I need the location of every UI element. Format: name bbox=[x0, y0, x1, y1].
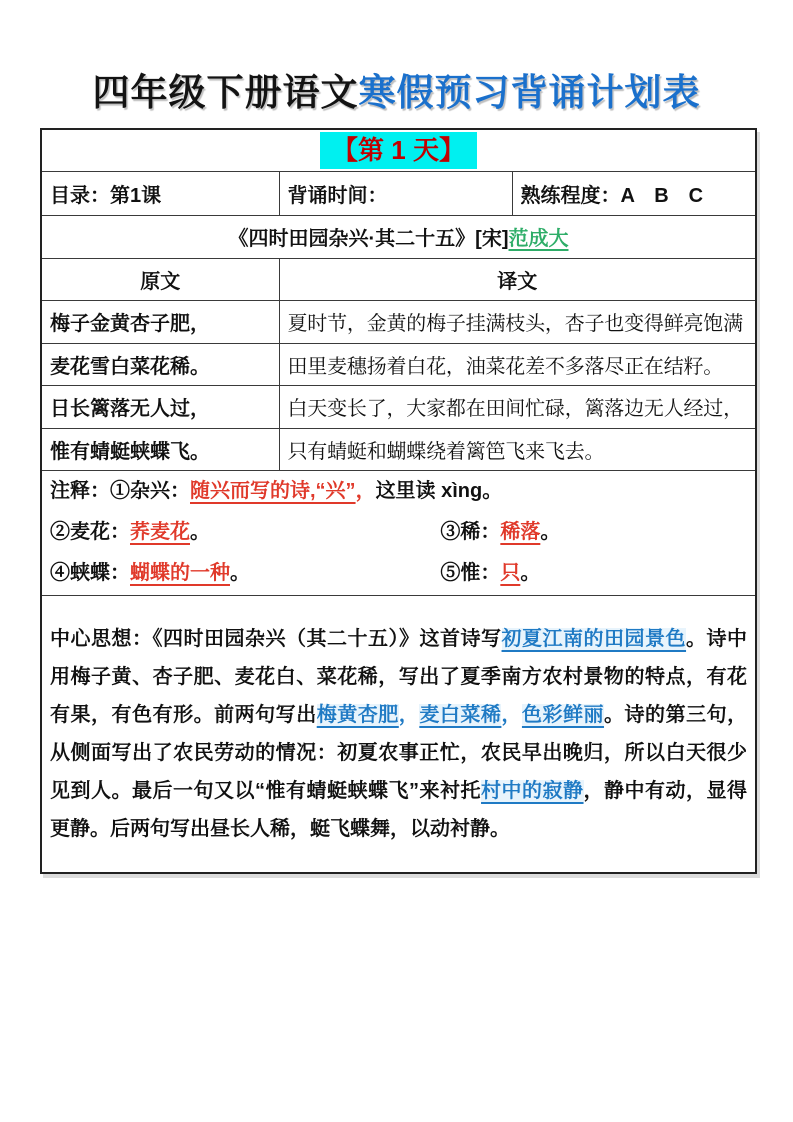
info-row bbox=[41, 171, 756, 215]
column-header-row bbox=[41, 258, 756, 300]
proficiency-cell: 熟练程度：A B C bbox=[512, 171, 756, 215]
poem-line-cell: 梅子金黄杏子肥， bbox=[41, 300, 279, 343]
poem-line-row bbox=[41, 428, 756, 470]
translation-cell: 夏时节，金黄的梅子挂满枝头，杏子也变得鲜亮饱满 bbox=[279, 300, 756, 343]
note-maihua: ②麦花：荞麦花。 bbox=[50, 521, 210, 543]
note-wei: ⑤惟：只。 bbox=[440, 562, 541, 584]
page-title-blue-part: 寒假预习背诵计划表 bbox=[358, 72, 701, 113]
day-header-cell bbox=[41, 129, 756, 171]
poem-line-cell: 麦花雪白菜花稀。 bbox=[41, 343, 279, 385]
central-idea-row bbox=[41, 595, 756, 873]
original-column-header: 原文 bbox=[41, 258, 279, 300]
poem-title-row bbox=[41, 215, 756, 258]
poem-line-cell: 日长篱落无人过， bbox=[41, 385, 279, 428]
central-idea-cell: 中心思想：《四时田园杂兴（其二十五）》这首诗写初夏江南的田园景色。诗中用梅子黄、杏子肥、麦花白、菜花稀，写出了夏季南方农村景物的特点，有花有果，有色有形。前两句写出梅黄杏肥，麦白菜稀，色彩鲜丽。诗的第三句，从侧面写出了农民劳动的情况：初夏农事正忙，农民早出晚归，所以白天很少见到人。最后一句又以“惟有蜻蜓蛱蝶飞”来衬托村中的寂静，静中有动，显得更静。后两句写出昼长人稀，蜓飞蝶舞，以动衬静。 bbox=[41, 595, 756, 873]
recitation-plan-table bbox=[40, 128, 757, 874]
translation-column-header: 译文 bbox=[279, 258, 756, 300]
note-xi: ③稀：稀落。 bbox=[440, 521, 561, 543]
poem-title-cell: 《四时田园杂兴·其二十五》[宋]范成大 bbox=[41, 215, 756, 258]
day-header-row bbox=[41, 129, 756, 171]
day-badge: 【第 1 天】 bbox=[320, 132, 477, 169]
page-title-black-part: 四年级下册语文 bbox=[92, 72, 359, 113]
recite-time-cell: 背诵时间： bbox=[279, 171, 512, 215]
translation-cell: 只有蜻蜓和蝴蝶绕着篱笆飞来飞去。 bbox=[279, 428, 756, 470]
poem-line-row bbox=[41, 300, 756, 343]
poem-line-row bbox=[41, 385, 756, 428]
poem-line-row bbox=[41, 343, 756, 385]
catalog-cell: 目录：第1课 bbox=[41, 171, 279, 215]
note-line-3 bbox=[50, 553, 747, 594]
note-line-2 bbox=[50, 512, 747, 553]
poem-line-cell: 惟有蜻蜓蛱蝶飞。 bbox=[41, 428, 279, 470]
notes-row bbox=[41, 470, 756, 595]
translation-cell: 田里麦穗扬着白花，油菜花差不多落尽正在结籽。 bbox=[279, 343, 756, 385]
translation-cell: 白天变长了，大家都在田间忙碌，篱落边无人经过， bbox=[279, 385, 756, 428]
page-title bbox=[0, 62, 793, 116]
note-line-1: 注释：①杂兴：随兴而写的诗,“兴”，这里读 xìng。 bbox=[50, 480, 503, 502]
note-jiadie: ④蛱蝶：蝴蝶的一种。 bbox=[50, 562, 250, 584]
notes-cell bbox=[41, 470, 756, 595]
